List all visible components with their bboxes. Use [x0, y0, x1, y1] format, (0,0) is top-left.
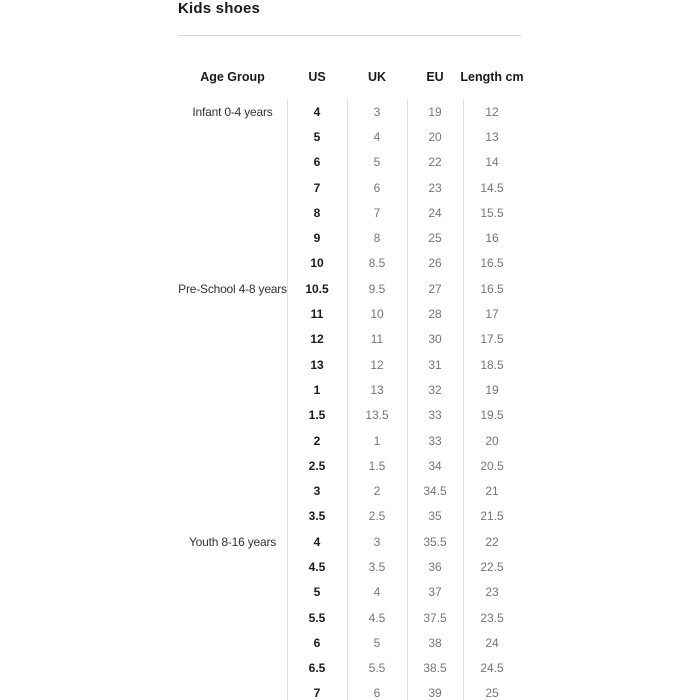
- uk-size-cell: 9.5: [368, 281, 386, 296]
- length-cm-cell: 20: [485, 433, 499, 448]
- us-size-cell: 10: [310, 256, 324, 271]
- header-length-cm: Length cm: [460, 69, 524, 84]
- uk-size-cell: 3: [373, 534, 381, 549]
- us-size-cell: 4: [313, 534, 321, 549]
- uk-size-cell: 6: [373, 686, 381, 700]
- table-row: [178, 251, 521, 276]
- age-group-cell: [178, 377, 287, 402]
- age-group-cell: [178, 327, 287, 352]
- table-row: [178, 301, 521, 326]
- eu-size-cell: 33: [428, 408, 442, 423]
- age-group-cell: [178, 403, 287, 428]
- table-row: [178, 276, 521, 301]
- us-size-cell: 4.5: [308, 559, 326, 574]
- eu-size-cell: 35: [428, 509, 442, 524]
- column-divider: [347, 99, 348, 700]
- eu-size-cell: 22: [428, 155, 442, 170]
- eu-size-cell: 33: [428, 433, 442, 448]
- us-size-cell: 10.5: [305, 281, 329, 296]
- age-group-cell: Infant 0-4 years: [192, 104, 273, 119]
- length-cm-cell: 17: [485, 307, 499, 322]
- age-group-cell: [178, 150, 287, 175]
- eu-size-cell: 25: [428, 231, 442, 246]
- table-row: [178, 175, 521, 200]
- age-group-cell: [178, 630, 287, 655]
- age-group-cell: [178, 124, 287, 149]
- us-size-cell: 6.5: [308, 661, 326, 676]
- length-cm-cell: 22: [485, 534, 499, 549]
- length-cm-cell: 18.5: [480, 357, 504, 372]
- age-group-cell: [178, 301, 287, 326]
- eu-size-cell: 19: [428, 104, 442, 119]
- uk-size-cell: 3.5: [368, 559, 386, 574]
- length-cm-cell: 16.5: [480, 256, 504, 271]
- age-group-cell: [178, 681, 287, 700]
- eu-size-cell: 28: [428, 307, 442, 322]
- length-cm-cell: 13: [485, 129, 499, 144]
- age-group-cell: [178, 352, 287, 377]
- length-cm-cell: 19: [485, 382, 499, 397]
- table-row: [178, 428, 521, 453]
- table-row: [178, 200, 521, 225]
- table-row: [178, 225, 521, 250]
- table-row: [178, 656, 521, 681]
- eu-size-cell: 23: [428, 180, 442, 195]
- uk-size-cell: 2: [373, 484, 381, 499]
- column-divider: [407, 99, 408, 700]
- length-cm-cell: 23: [485, 585, 499, 600]
- uk-size-cell: 8: [373, 231, 381, 246]
- table-row: [178, 352, 521, 377]
- eu-size-cell: 36: [428, 559, 442, 574]
- eu-size-cell: 34: [428, 458, 442, 473]
- us-size-cell: 1.5: [308, 408, 326, 423]
- length-cm-cell: 22.5: [480, 559, 504, 574]
- us-size-cell: 5: [313, 585, 321, 600]
- table-row: [178, 453, 521, 478]
- us-size-cell: 2.5: [308, 458, 326, 473]
- table-row: [178, 124, 521, 149]
- length-cm-cell: 12: [485, 104, 499, 119]
- us-size-cell: 13: [310, 357, 324, 372]
- uk-size-cell: 2.5: [368, 509, 386, 524]
- table-header: [178, 68, 524, 86]
- us-size-cell: 5: [313, 129, 321, 144]
- age-group-cell: [178, 580, 287, 605]
- table-row: [178, 554, 521, 579]
- uk-size-cell: 5: [373, 635, 381, 650]
- length-cm-cell: 24.5: [480, 661, 504, 676]
- header-us: US: [308, 69, 326, 84]
- uk-size-cell: 1.5: [368, 458, 386, 473]
- table-row: [178, 150, 521, 175]
- eu-size-cell: 26: [428, 256, 442, 271]
- length-cm-cell: 24: [485, 635, 499, 650]
- table-row: [178, 605, 521, 630]
- us-size-cell: 7: [313, 686, 321, 700]
- length-cm-cell: 14: [485, 155, 499, 170]
- table-row: [178, 377, 521, 402]
- uk-size-cell: 7: [373, 205, 381, 220]
- age-group-cell: Youth 8-16 years: [188, 534, 277, 549]
- eu-size-cell: 37: [428, 585, 442, 600]
- age-group-cell: [178, 656, 287, 681]
- table-row: [178, 478, 521, 503]
- length-cm-cell: 16.5: [480, 281, 504, 296]
- eu-size-cell: 27: [428, 281, 442, 296]
- table-row: [178, 630, 521, 655]
- age-group-cell: [178, 200, 287, 225]
- eu-size-cell: 39: [428, 686, 442, 700]
- uk-size-cell: 13.5: [365, 408, 389, 423]
- length-cm-cell: 21: [485, 484, 499, 499]
- length-cm-cell: 21.5: [480, 509, 504, 524]
- uk-size-cell: 4.5: [368, 610, 386, 625]
- us-size-cell: 11: [310, 307, 324, 322]
- uk-size-cell: 8.5: [368, 256, 386, 271]
- eu-size-cell: 34.5: [423, 484, 447, 499]
- us-size-cell: 3: [313, 484, 321, 499]
- table-row: [178, 99, 521, 124]
- length-cm-cell: 25: [485, 686, 499, 700]
- table-row: [178, 327, 521, 352]
- us-size-cell: 12: [310, 332, 324, 347]
- eu-size-cell: 24: [428, 205, 442, 220]
- us-size-cell: 6: [313, 635, 321, 650]
- age-group-cell: [178, 453, 287, 478]
- eu-size-cell: 37.5: [423, 610, 447, 625]
- uk-size-cell: 11: [370, 332, 384, 347]
- table-body: [178, 99, 521, 700]
- header-uk: UK: [367, 69, 387, 84]
- us-size-cell: 4: [313, 104, 321, 119]
- table-row: [178, 403, 521, 428]
- uk-size-cell: 1: [373, 433, 381, 448]
- table-row: [178, 504, 521, 529]
- eu-size-cell: 35.5: [423, 534, 447, 549]
- uk-size-cell: 3: [373, 104, 381, 119]
- table-row: [178, 529, 521, 554]
- table-row: [178, 580, 521, 605]
- us-size-cell: 6: [313, 155, 321, 170]
- uk-size-cell: 4: [373, 129, 381, 144]
- age-group-cell: [178, 251, 287, 276]
- age-group-cell: [178, 554, 287, 579]
- us-size-cell: 9: [313, 231, 321, 246]
- us-size-cell: 2: [313, 433, 321, 448]
- us-size-cell: 7: [313, 180, 321, 195]
- header-age-group: Age Group: [200, 69, 265, 84]
- uk-size-cell: 4: [373, 585, 381, 600]
- uk-size-cell: 13: [370, 382, 384, 397]
- column-divider: [463, 99, 464, 700]
- eu-size-cell: 32: [428, 382, 442, 397]
- age-group-cell: [178, 428, 287, 453]
- column-divider: [287, 99, 288, 700]
- age-group-cell: [178, 605, 287, 630]
- eu-size-cell: 30: [428, 332, 442, 347]
- eu-size-cell: 38.5: [423, 661, 447, 676]
- length-cm-cell: 23.5: [480, 610, 504, 625]
- us-size-cell: 3.5: [308, 509, 326, 524]
- table-row: [178, 681, 521, 700]
- us-size-cell: 8: [313, 205, 321, 220]
- eu-size-cell: 38: [428, 635, 442, 650]
- us-size-cell: 5.5: [308, 610, 326, 625]
- length-cm-cell: 19.5: [480, 408, 504, 423]
- length-cm-cell: 15.5: [480, 205, 504, 220]
- uk-size-cell: 12: [370, 357, 384, 372]
- age-group-cell: Pre-School 4-8 years: [178, 281, 287, 296]
- length-cm-cell: 17.5: [480, 332, 504, 347]
- uk-size-cell: 5.5: [368, 661, 386, 676]
- length-cm-cell: 16: [485, 231, 499, 246]
- uk-size-cell: 6: [373, 180, 381, 195]
- us-size-cell: 1: [313, 382, 321, 397]
- header-eu: EU: [426, 69, 444, 84]
- uk-size-cell: 10: [370, 307, 384, 322]
- age-group-cell: [178, 478, 287, 503]
- page-title: Kids shoes: [178, 0, 261, 17]
- title-divider: [178, 35, 521, 36]
- age-group-cell: [178, 504, 287, 529]
- uk-size-cell: 5: [373, 155, 381, 170]
- eu-size-cell: 31: [428, 357, 442, 372]
- age-group-cell: [178, 225, 287, 250]
- eu-size-cell: 20: [428, 129, 442, 144]
- length-cm-cell: 14.5: [480, 180, 504, 195]
- age-group-cell: [178, 175, 287, 200]
- length-cm-cell: 20.5: [480, 458, 504, 473]
